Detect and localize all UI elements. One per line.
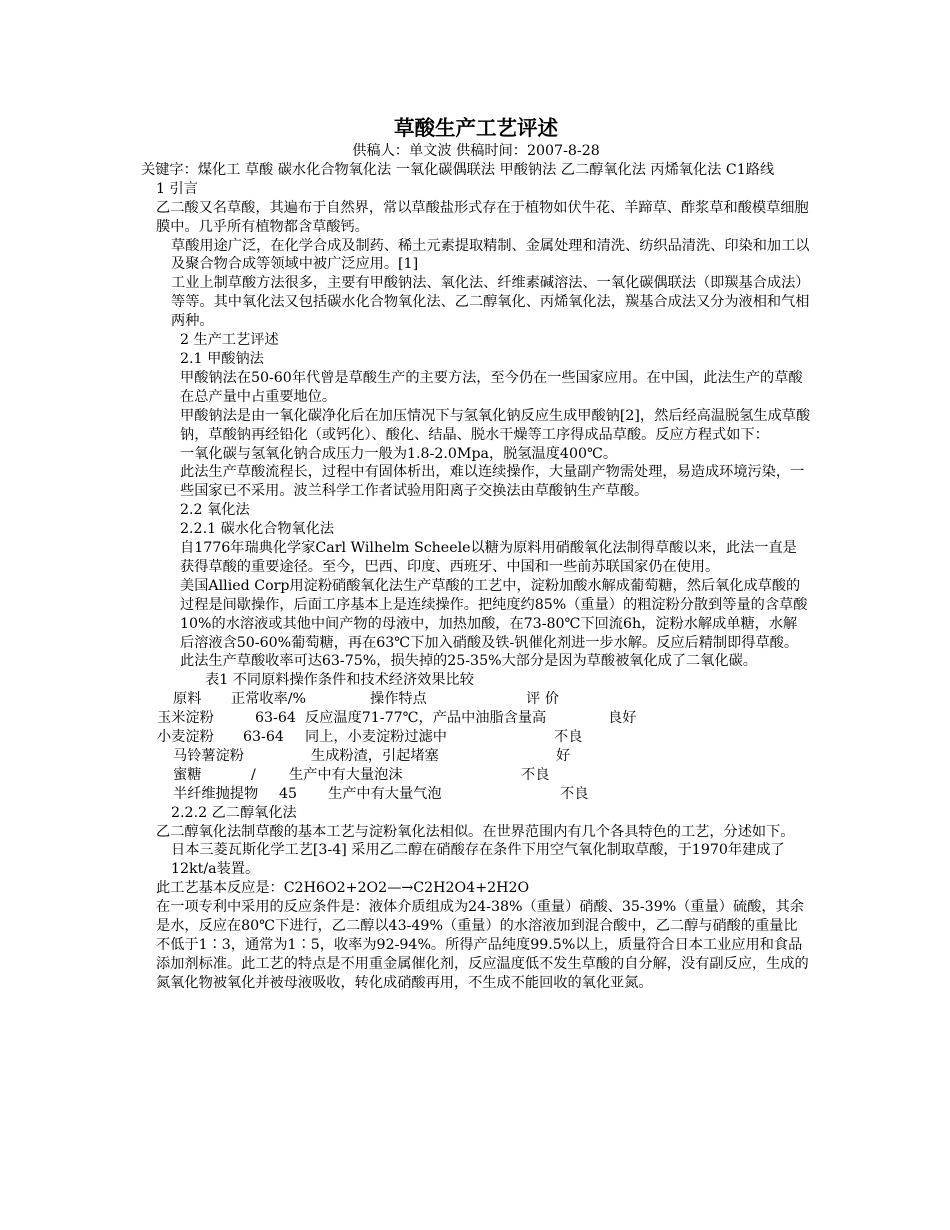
author-date-line: 供稿人：单文波 供稿时间：2007-8-28 — [352, 143, 600, 159]
paragraph-8: 自1776年瑞典化学家Carl Wilhelm Scheele以糖为原料用硝酸氧化法制得草酸以来，此法一直是获得草酸的重要途径。至今，巴西、印度、西班牙、中国和一些前苏联国家仍在使用。 — [180, 540, 797, 575]
table-cell: 生成粉渣，引起堵塞 — [311, 747, 439, 764]
table-cell: 45 — [279, 785, 298, 802]
reaction-equation-line: 此工艺基本反应是：C2H6O2+2O2—→C2H2O4+2H2O — [156, 880, 530, 897]
section-heading-intro: 1 引言 — [156, 180, 198, 197]
table-caption: 表1 不同原料操作条件和技术经济效果比较 — [205, 672, 474, 689]
table-header-cell: 评 价 — [526, 691, 559, 708]
table-cell: / — [251, 766, 256, 783]
table-cell: 同上，小麦淀粉过滤中 — [305, 729, 447, 746]
table-header-cell: 原料 — [173, 691, 202, 708]
table-cell: 好 — [556, 747, 571, 764]
paragraph-9: 美国Allied Corp用淀粉硝酸氧化法生产草酸的工艺中，淀粉加酸水解成葡萄糖，然后氧化成草酸的过程是间歇操作，后面工序基本上是连续操作。把纯度约85%（重量）的粗淀粉分散到等量的含草酸10%的水溶液或其他中间产物的母液中，加热加酸，在73-80℃下回流6h，淀粉水解成单糖，水解后溶液含50-60%葡萄糖，再在63℃下加入硝酸及铁-钒催化剂进一步水解。反应后精制即得草酸。此法生产草酸收率可达63-75%，损失掉的25-35%大部分是因为草酸被氧化成了二氧化碳。 — [180, 577, 808, 670]
paragraph-1: 乙二酸又名草酸，其遍布于自然界，常以草酸盐形式存在于植物如伏牛花、羊蹄草、酢浆草和酸模草细胞膜中。几乎所有植物都含草酸钙。 — [156, 199, 809, 235]
table-cell: 小麦淀粉 — [157, 729, 214, 746]
table-cell: 生产中有大量泡沫 — [289, 766, 403, 783]
subsection-heading-formate: 2.1 甲酸钠法 — [180, 350, 264, 367]
paragraph-2: 草酸用途广泛，在化学合成及制药、稀土元素提取精制、金属处理和清洗、纺织品清洗、印染和加工以及聚合物合成等领域中被广泛应用。[1] — [171, 237, 810, 273]
comparison-table — [141, 690, 811, 803]
table-cell: 不良 — [554, 729, 583, 746]
paragraph-11: 日本三菱瓦斯化学工艺[3-4] 采用乙二醇在硝酸存在条件下用空气氧化制取草酸，于1970年建成了12kt/a装置。 — [171, 842, 785, 878]
document-page — [141, 114, 811, 993]
table-row — [141, 785, 811, 804]
table-row — [141, 709, 811, 728]
table-cell: 生产中有大量气泡 — [328, 785, 442, 802]
paragraph-6: 一氧化碳与氢氧化钠合成压力一般为1.8-2.0Mpa，脱氢温度400℃。 — [180, 445, 618, 462]
table-cell: 不良 — [521, 766, 550, 783]
paragraph-4: 甲酸钠法在50-60年代曾是草酸生产的主要方法，至今仍在一些国家应用。在中国，此法生产的草酸在总产量中占重要地位。 — [180, 369, 803, 405]
table-cell: 蜜糖 — [173, 766, 202, 783]
table-cell: 不良 — [560, 785, 589, 802]
table-cell: 玉米淀粉 — [157, 710, 214, 727]
section-heading-process: 2 生产工艺评述 — [180, 332, 279, 349]
paragraph-10: 乙二醇氧化法制草酸的基本工艺与淀粉氧化法相似。在世界范围内有几个各具特色的工艺，分述如下。 — [156, 823, 795, 840]
table-cell: 63-64 — [243, 729, 284, 746]
table-cell: 63-64 — [255, 710, 296, 727]
table-header-cell: 正常收率/% — [231, 691, 307, 708]
table-cell: 反应温度71-77℃，产品中油脂含量高 — [305, 710, 547, 727]
table-cell: 半纤维抛提物 — [173, 785, 259, 802]
paragraph-5: 甲酸钠法是由一氧化碳净化后在加压情况下与氢氧化钠反应生成甲酸钠[2]，然后经高温脱氢生成草酸钠，草酸钠再经铅化（或钙化）、酸化、结晶、脱水干燥等工序得成品草酸。反应方程式如下： — [180, 407, 811, 443]
table-row — [141, 728, 811, 747]
table-header-cell: 操作特点 — [370, 691, 427, 708]
table-row — [141, 766, 811, 785]
subsection-heading-oxidation: 2.2 氧化法 — [180, 502, 250, 519]
document-title: 草酸生产工艺评述 — [394, 116, 558, 140]
paragraph-3: 工业上制草酸方法很多，主要有甲酸钠法、氧化法、纤维素碱溶法、一氧化碳偶联法（即羰基合成法）等等。其中氧化法又包括碳水化合物氧化法、乙二醇氧化、丙烯氧化法，羰基合成法又分为液相和气相两种。 — [171, 275, 810, 330]
paragraph-13: 在一项专利中采用的反应条件是：液体介质组成为24-38%（重量）硝酸、35-39%（重量）硫酸，其余是水，反应在80℃下进行，乙二醇以43-49%（重量）的水溶液加到混合酸中，乙二醇与硝酸的重量比不低于1∶3，通常为1∶5，收率为92-94%。所得产品纯度99.5%以上，质量符合日本工业应用和食品添加剂标准。此工艺的特点是不用重金属催化剂，反应温度低不发生草酸的自分解，没有副反应，生成的氮氧化物被氧化并被母液吸收，转化成硝酸再用，不生成不能回收的氧化亚氮。 — [156, 899, 809, 991]
subsection-heading-carbohydrate: 2.2.1 碳水化合物氧化法 — [180, 521, 335, 538]
table-cell: 马铃薯淀粉 — [173, 747, 244, 764]
subsection-heading-glycol: 2.2.2 乙二醇氧化法 — [171, 804, 297, 821]
keywords-line: 关键字：煤化工 草酸 碳水化合物氧化法 一氧化碳偶联法 甲酸钠法 乙二醇氧化法 丙烯氧化法 C1路线 — [141, 161, 775, 178]
table-row — [141, 747, 811, 766]
table-cell: 良好 — [608, 710, 637, 727]
paragraph-7: 此法生产草酸流程长，过程中有固体析出，难以连续操作，大量副产物需处理，易造成环境污染，一些国家已不采用。波兰科学工作者试验用阳离子交换法由草酸钠生产草酸。 — [180, 464, 805, 500]
table-header-row — [141, 690, 811, 709]
